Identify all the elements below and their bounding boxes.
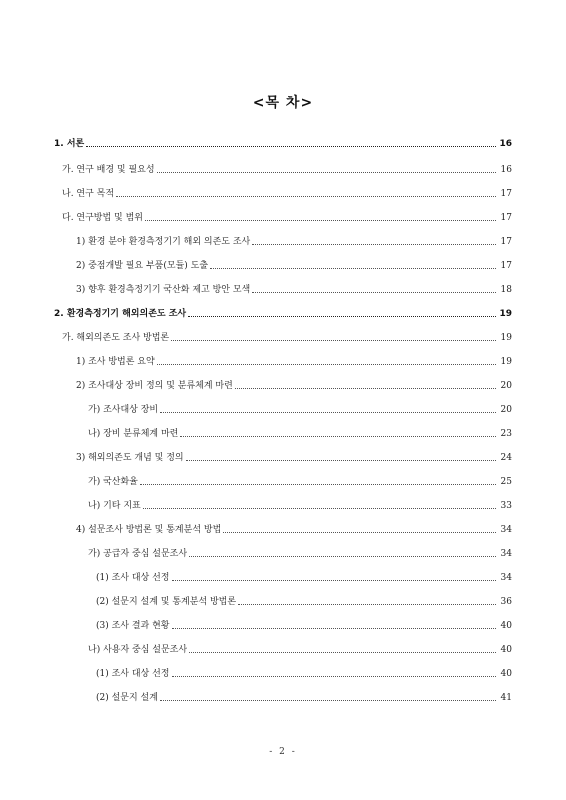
toc-entry-label: 1. 서론 <box>54 139 85 149</box>
toc-entry-label: 가) 조사대상 장비 <box>88 405 159 415</box>
toc-entry-page: 33 <box>500 501 512 511</box>
toc-entry-label: 나) 장비 분류체계 마련 <box>88 429 179 439</box>
toc-entry-page: 34 <box>500 525 512 535</box>
toc-entry[interactable] <box>88 640 512 656</box>
toc-leader-dots <box>160 700 496 701</box>
toc-entry[interactable] <box>88 400 512 416</box>
toc-leader-dots <box>189 652 496 653</box>
toc-entry[interactable] <box>62 184 512 200</box>
toc-entry[interactable] <box>96 568 512 584</box>
toc-entry-page: 17 <box>500 261 512 271</box>
toc-entry-label: (2) 설문지 설계 및 통계분석 방법론 <box>96 597 237 607</box>
toc-leader-dots <box>180 436 496 437</box>
toc-entry-label: 가) 공급자 중심 설문조사 <box>88 549 188 559</box>
toc-entry-label: 나) 기타 지표 <box>88 501 141 511</box>
toc-entry-page: 16 <box>500 165 512 175</box>
toc-entry-label: 2) 중점개발 필요 부품(모듈) 도출 <box>76 261 209 271</box>
toc-leader-dots <box>252 244 496 245</box>
toc-entry-page: 19 <box>499 309 512 319</box>
toc-entry[interactable] <box>88 472 512 488</box>
toc-entry-label: 가. 연구 배경 및 필요성 <box>62 165 155 175</box>
toc-entry-page: 36 <box>500 597 512 607</box>
toc-entry[interactable] <box>76 256 512 272</box>
toc-leader-dots <box>157 364 496 365</box>
toc-entry-page: 17 <box>500 237 512 247</box>
toc-leader-dots <box>172 580 497 581</box>
toc-entry-label: 2) 조사대상 장비 정의 및 분류체계 마련 <box>76 381 233 391</box>
toc-entry[interactable] <box>76 448 512 464</box>
toc-entry-page: 18 <box>500 285 512 295</box>
toc-leader-dots <box>116 196 496 197</box>
toc-entry-page: 41 <box>500 693 512 703</box>
toc-entry[interactable] <box>76 352 512 368</box>
toc-entry-page: 20 <box>500 405 512 415</box>
toc-entry[interactable] <box>76 232 512 248</box>
toc-entry-page: 40 <box>500 645 512 655</box>
page-number-footer: - 2 - <box>269 747 297 757</box>
toc-entry-page: 40 <box>500 621 512 631</box>
toc-leader-dots <box>223 532 496 533</box>
toc-leader-dots <box>252 292 496 293</box>
toc-entry-page: 16 <box>499 139 512 149</box>
toc-entry-page: 25 <box>500 477 512 487</box>
toc-entry[interactable] <box>76 280 512 296</box>
toc-leader-dots <box>189 556 496 557</box>
toc-leader-dots <box>238 604 496 605</box>
toc-leader-dots <box>172 628 497 629</box>
toc-entry-label: 나. 연구 목적 <box>62 189 115 199</box>
toc-entry[interactable] <box>88 424 512 440</box>
toc-entry-page: 17 <box>500 189 512 199</box>
toc-leader-dots <box>235 388 496 389</box>
toc-entry-page: 23 <box>500 429 512 439</box>
toc-entry-label: (3) 조사 결과 현황 <box>96 621 170 631</box>
toc-leader-dots <box>145 220 496 221</box>
toc-entry[interactable] <box>96 664 512 680</box>
toc-entry-page: 20 <box>500 381 512 391</box>
toc-entry-label: 나) 사용자 중심 설문조사 <box>88 645 188 655</box>
toc-entry[interactable] <box>62 160 512 176</box>
toc-leader-dots <box>140 484 496 485</box>
toc-entry[interactable] <box>96 616 512 632</box>
toc-entry[interactable] <box>88 496 512 512</box>
toc-entry-label: 1) 조사 방법론 요약 <box>76 357 155 367</box>
toc-leader-dots <box>157 172 496 173</box>
toc-entry[interactable] <box>96 592 512 608</box>
toc-leader-dots <box>86 146 496 147</box>
toc-entry[interactable] <box>62 328 512 344</box>
toc-entry-label: 2. 환경측정기기 해외의존도 조사 <box>54 309 187 319</box>
page-title: <목 차> <box>252 95 314 111</box>
toc-leader-dots <box>171 340 496 341</box>
toc-entry-page: 34 <box>500 549 512 559</box>
toc-entry-label: 3) 해외의존도 개념 및 정의 <box>76 453 184 463</box>
toc-entry-page: 19 <box>500 333 512 343</box>
toc-leader-dots <box>210 268 496 269</box>
toc-entry-label: (1) 조사 대상 선정 <box>96 573 170 583</box>
toc-entry-label: 1) 환경 분야 환경측정기기 해외 의존도 조사 <box>76 237 251 247</box>
toc-entry[interactable] <box>76 376 512 392</box>
toc-entry[interactable] <box>62 208 512 224</box>
toc-leader-dots <box>186 460 496 461</box>
toc-leader-dots <box>143 508 496 509</box>
toc-leader-dots <box>188 316 496 317</box>
toc-leader-dots <box>172 676 497 677</box>
toc-entry-page: 17 <box>500 213 512 223</box>
toc-entry-chapter-2[interactable] <box>54 304 512 320</box>
toc-entry[interactable] <box>88 544 512 560</box>
toc-entry-chapter-1[interactable] <box>54 134 512 150</box>
toc-entry-label: 다. 연구방법 및 범위 <box>62 213 143 223</box>
toc-entry-label: 3) 향후 환경측정기기 국산화 제고 방안 모색 <box>76 285 251 295</box>
toc-leader-dots <box>160 412 496 413</box>
toc-entry-page: 19 <box>500 357 512 367</box>
toc-entry-label: (2) 설문지 설계 <box>96 693 158 703</box>
toc-entry-label: 4) 설문조사 방법론 및 통계분석 방법 <box>76 525 222 535</box>
toc-entry-page: 24 <box>500 453 512 463</box>
toc-entry[interactable] <box>96 688 512 704</box>
toc-entry-label: 가. 해외의존도 조사 방법론 <box>62 333 170 343</box>
toc-entry-label: 가) 국산화율 <box>88 477 138 487</box>
toc-entry-page: 40 <box>500 669 512 679</box>
toc-entry-page: 34 <box>500 573 512 583</box>
toc-entry[interactable] <box>76 520 512 536</box>
toc-entry-label: (1) 조사 대상 선정 <box>96 669 170 679</box>
